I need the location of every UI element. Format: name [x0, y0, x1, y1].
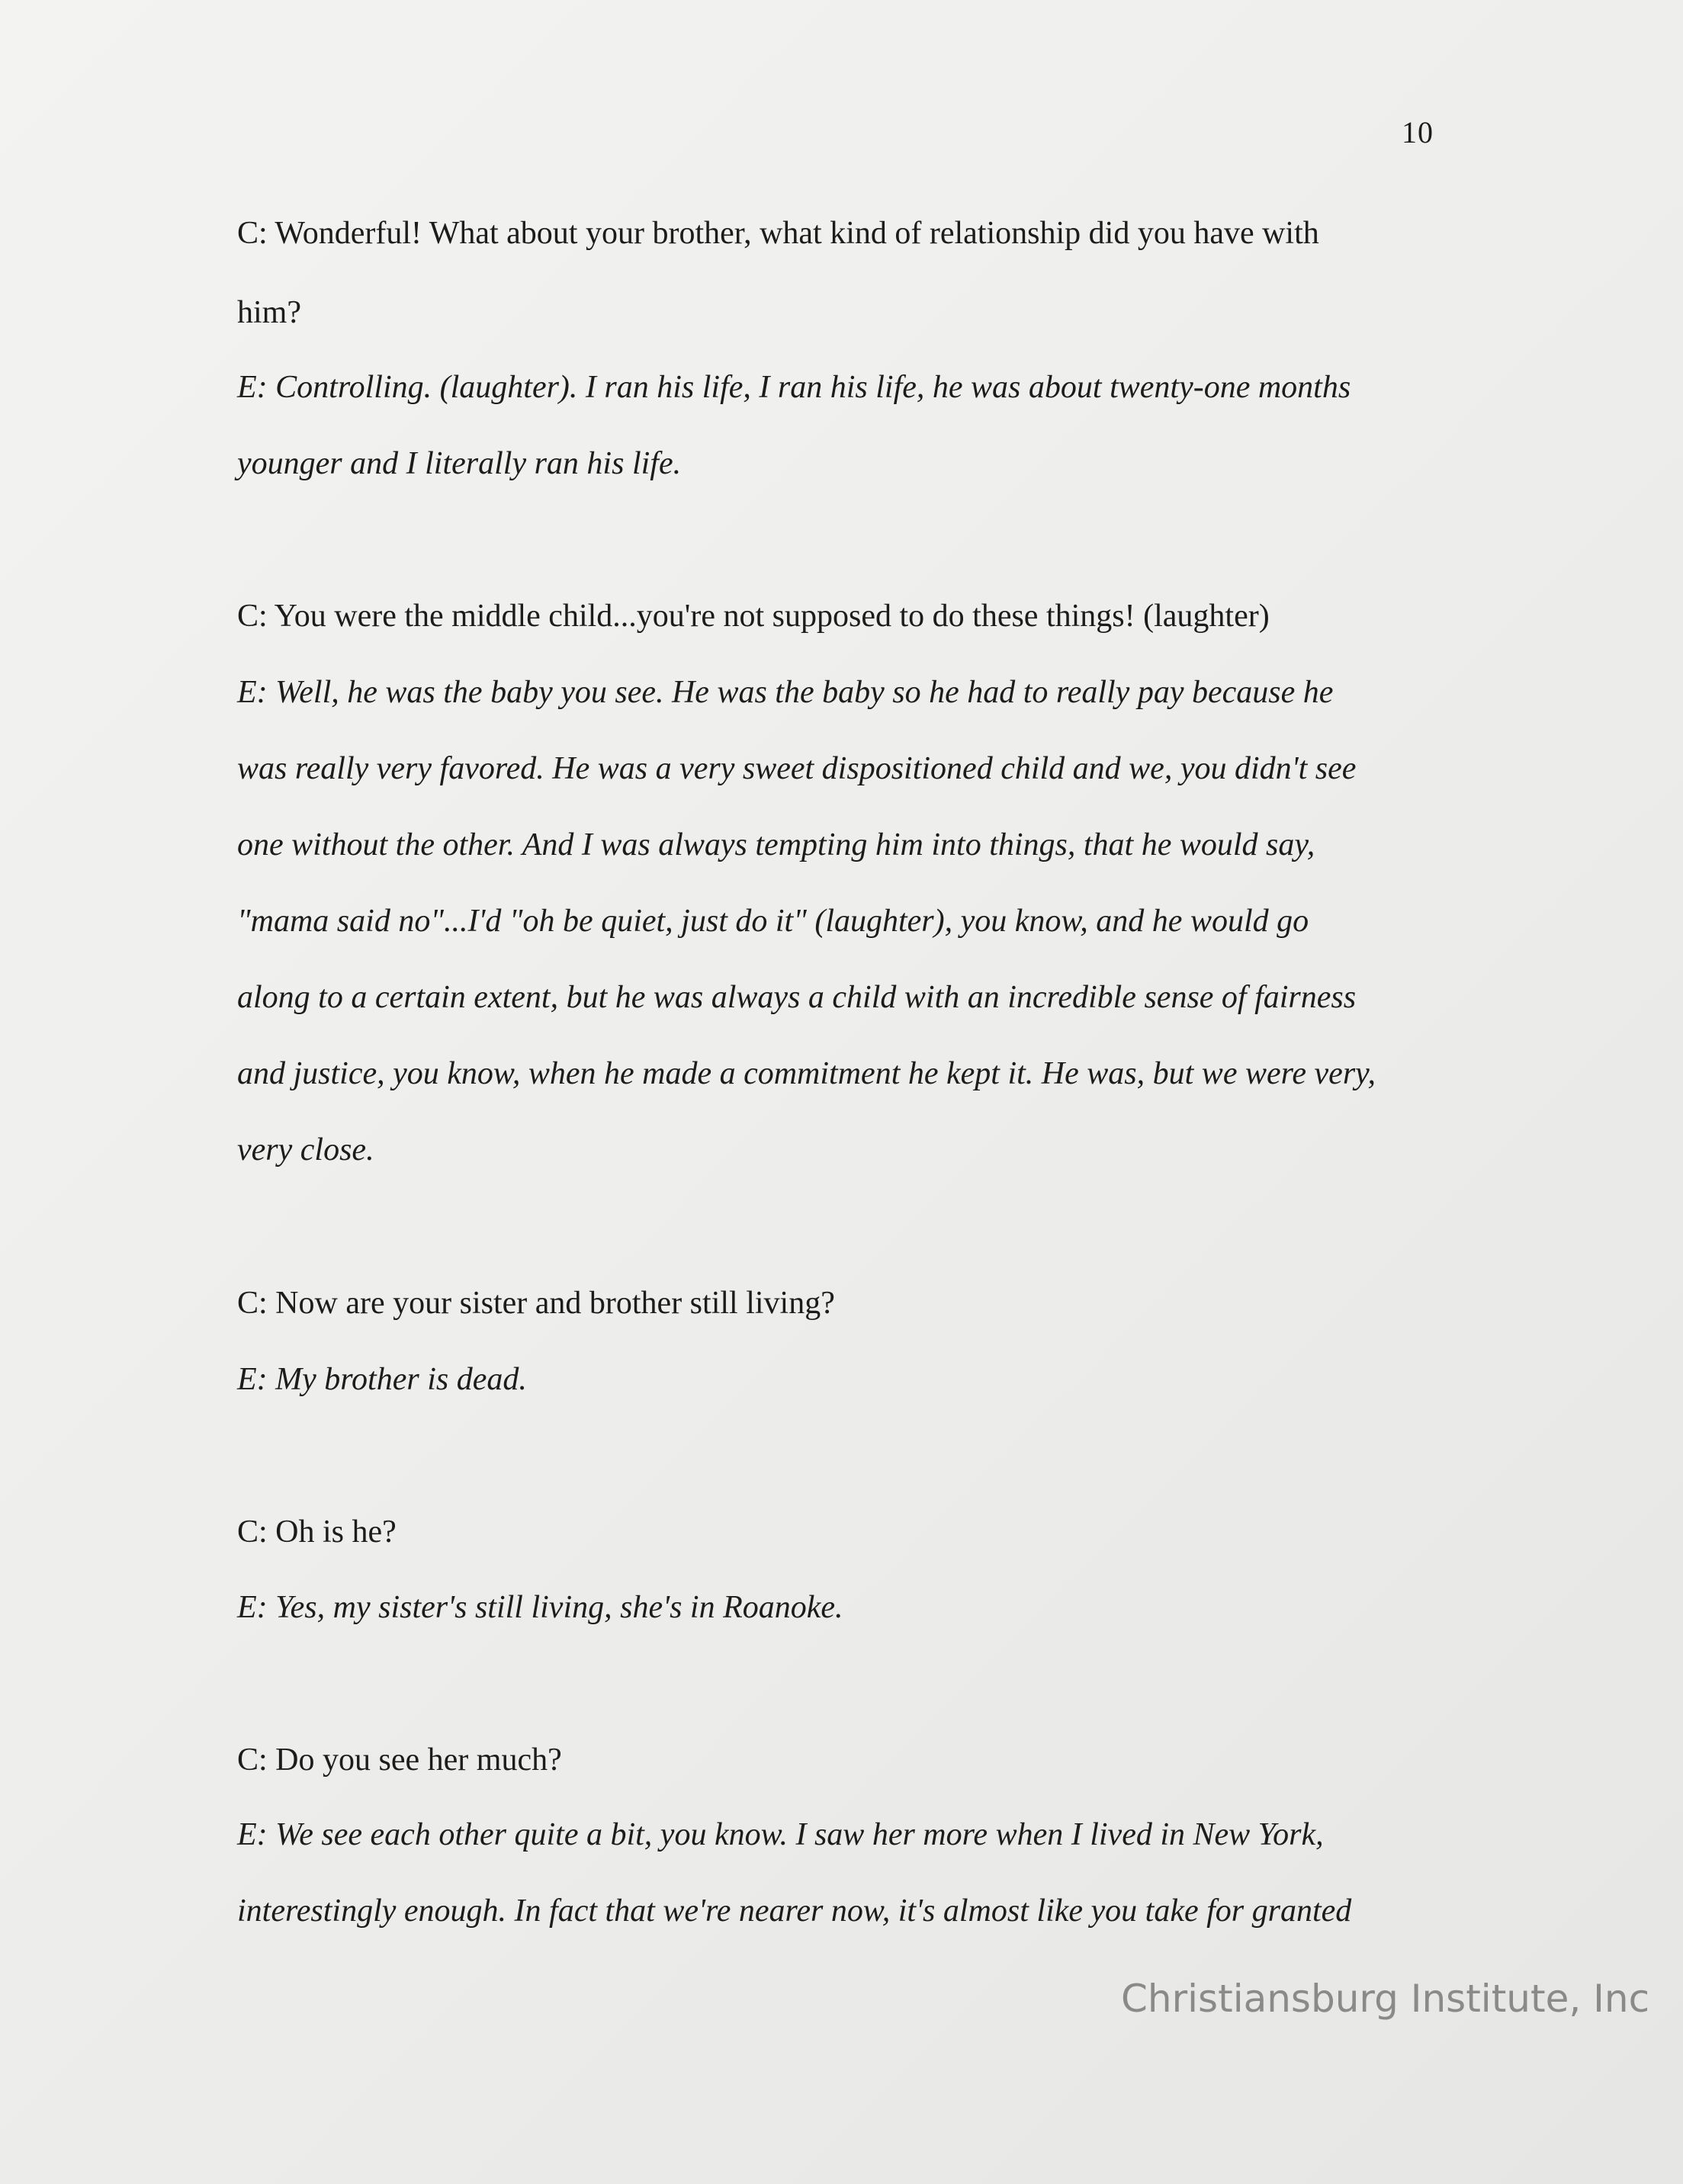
transcript-line: "mama said no"...I'd "oh be quiet, just do it" (laughter), you know, and he would go [237, 904, 1309, 939]
watermark: Christiansburg Institute, Inc [1121, 1977, 1650, 2021]
transcript-line: C: You were the middle child...you're not supposed to do these things! (laughter) [237, 599, 1270, 634]
transcript-line: him? [237, 295, 301, 330]
transcript-line: along to a certain extent, but he was always a child with an incredible sense of fairness [237, 980, 1357, 1015]
transcript-line: E: Controlling. (laughter). I ran his life, I ran his life, he was about twenty-one months [237, 370, 1351, 405]
transcript-line: E: Well, he was the baby you see. He was the baby so he had to really pay because he [237, 675, 1334, 710]
transcript-line: C: Do you see her much? [237, 1742, 562, 1778]
transcript-line: younger and I literally ran his life. [237, 446, 682, 481]
transcript-line: C: Now are your sister and brother still living? [237, 1286, 835, 1321]
transcript-line: one without the other. And I was always tempting him into things, that he would say, [237, 827, 1315, 862]
transcript-line: interestingly enough. In fact that we're nearer now, it's almost like you take for granted [237, 1893, 1352, 1929]
transcript-line: E: We see each other quite a bit, you know. I saw her more when I lived in New York, [237, 1817, 1324, 1852]
transcript-line: was really very favored. He was a very sweet dispositioned child and we, you didn't see [237, 751, 1357, 786]
transcript-line: very close. [237, 1132, 374, 1167]
transcript-line: C: Oh is he? [237, 1514, 397, 1550]
transcript-line: and justice, you know, when he made a commitment he kept it. He was, but we were very, [237, 1056, 1376, 1091]
transcript-line: E: My brother is dead. [237, 1362, 527, 1397]
transcript-line: C: Wonderful! What about your brother, what kind of relationship did you have with [237, 216, 1319, 251]
transcript-line: E: Yes, my sister's still living, she's in Roanoke. [237, 1590, 843, 1625]
page-number: 10 [1402, 115, 1434, 149]
